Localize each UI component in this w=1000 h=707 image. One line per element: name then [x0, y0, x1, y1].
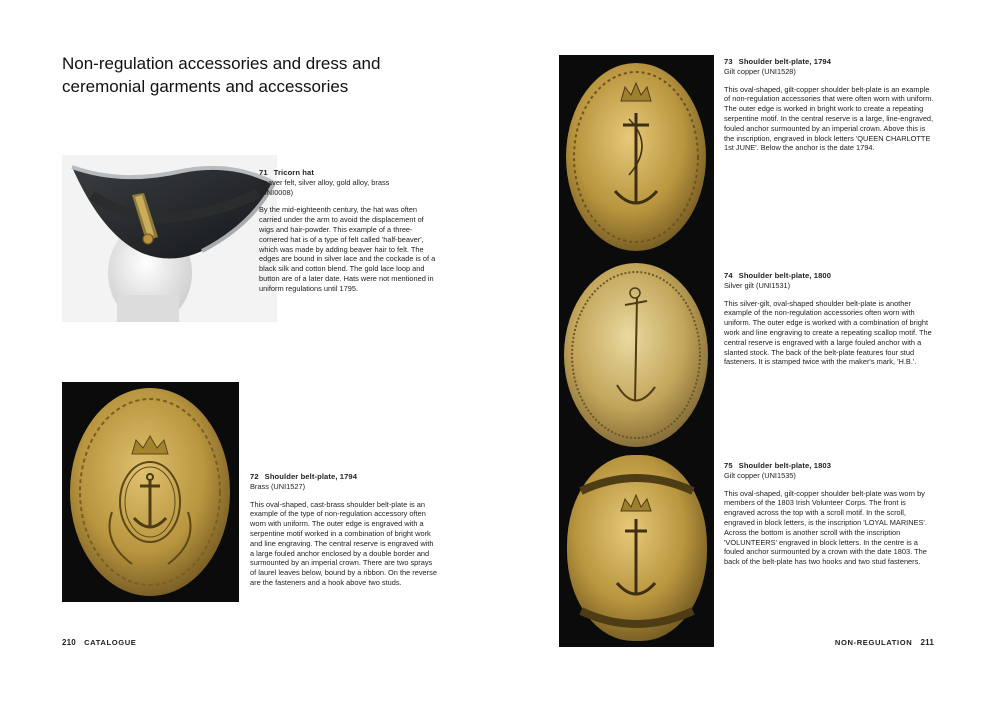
item-number: 73 — [724, 57, 733, 66]
item-materials: Silver gilt (UNI1531) — [724, 280, 791, 290]
caption-72 — [250, 472, 438, 588]
belt-plate-72-photo — [62, 382, 239, 602]
item-name: Shoulder belt-plate, 1794 — [738, 57, 832, 66]
caption-heading — [724, 57, 934, 67]
running-head: CATALOGUE — [84, 638, 137, 647]
caption-71 — [259, 168, 439, 294]
item-materials: Gilt copper (UNI1528) — [724, 66, 796, 76]
belt-plate-75 — [567, 455, 707, 641]
item-description: This oval-shaped, cast-brass shoulder belt-plate is an example of the type of non-regulation accessory often worn with uniform. The outer edge is engraved with a serpentine motif worked in a combination of bright work and line engraving. The central reserve is engraved with a large fouled anchor enclosed by a double border and surmounted by an imperial crown. There are two sprays of laurel leaves below, bound by a ribbon. On the reverse are the fasteners and a hook above two studs. — [250, 499, 437, 587]
right-page — [500, 0, 1000, 707]
item-materials: Beaver felt, silver alloy, gold alloy, brass — [259, 177, 390, 187]
item-materials: Gilt copper (UNI1535) — [724, 470, 796, 480]
item-number: 71 — [259, 168, 268, 177]
belt-plate-72-illustration — [62, 382, 239, 602]
item-name: Shoulder belt-plate, 1803 — [738, 461, 832, 470]
belt-plates-illustration — [559, 55, 714, 647]
item-name: Shoulder belt-plate, 1794 — [264, 472, 358, 481]
folio-left — [62, 638, 136, 647]
folio-right — [835, 638, 934, 647]
running-head: NON-REGULATION — [834, 638, 913, 647]
caption-heading — [259, 168, 439, 178]
caption-75 — [724, 461, 934, 567]
tricorn-hat-photo — [62, 155, 277, 322]
item-description: By the mid-eighteenth century, the hat was often carried under the arm to avoid the displacement of wigs and hair-powder. This example of a three-cornered hat is of a type of felt called 'half-beaver', which was made by adding beaver hair to felt. The edges are bound in silver lace and the cockade is of a black silk and cotton blend. The gold lace loop and button are of a later date. Hats were not mentioned in uniform regulations until 1795. — [259, 205, 436, 293]
caption-heading — [250, 472, 438, 482]
item-name: Tricorn hat — [273, 168, 314, 177]
item-number: 74 — [724, 271, 733, 280]
item-number: 72 — [250, 472, 259, 481]
tricorn-hat-illustration — [62, 155, 277, 322]
caption-74 — [724, 271, 934, 367]
belt-plate-73 — [566, 63, 706, 251]
caption-heading — [724, 461, 934, 471]
page-title: Non-regulation accessories and dress and ceremonial garments and accessories — [62, 54, 381, 96]
item-description: This oval-shaped, gilt-copper shoulder belt-plate is an example of non-regulation accessories that were often worn with uniform. The outer edge is worked in bright work to create a repeating serpentine motif. In the central reserve is a large, line-engraved, fouled anchor surmounted by an imperial crown. Above this is the inscription, engraved in block letters 'QUEEN CHARLOTTE 1st JUNE'. Below the anchor is the date 1794. — [724, 84, 934, 153]
item-materials: Brass (UNI1527) — [250, 481, 306, 491]
item-description: This silver-gilt, oval-shaped shoulder belt-plate is another example of the non-regulation accessories often worn with uniform. The outer edge is worked with a combination of bright work and line engraving to create a repeating scallop motif. The central reserve is engraved with a large fouled anchor with a slanted stock. The back of the belt-plate features four stud fasteners. It is stamped twice with the maker's mark, 'H.B.'. — [724, 298, 932, 367]
belt-plates-column-photo — [559, 55, 714, 647]
belt-plate-74 — [564, 263, 708, 447]
item-description: This oval-shaped, gilt-copper shoulder belt-plate was worn by members of the 1803 Irish Volunteer Corps. The front is engraved across the top with a scroll motif. In the scroll, engraved in block letters, is the inscription 'LOYAL MARINES'. Across the bottom is another scroll with the inscription 'VOLUNTEERS' engraved in block letters. In the centre is a fouled anchor surmounted by a crown with the date 1803. The back of the belt-plate has two hooks and two stud fasteners. — [724, 488, 927, 567]
caption-73 — [724, 57, 934, 153]
item-number: 75 — [724, 461, 733, 470]
item-reference: (UNI0008) — [259, 187, 294, 197]
caption-heading — [724, 271, 934, 281]
page-number: 211 — [920, 638, 934, 647]
item-name: Shoulder belt-plate, 1800 — [738, 271, 832, 280]
page-number: 210 — [62, 638, 76, 647]
